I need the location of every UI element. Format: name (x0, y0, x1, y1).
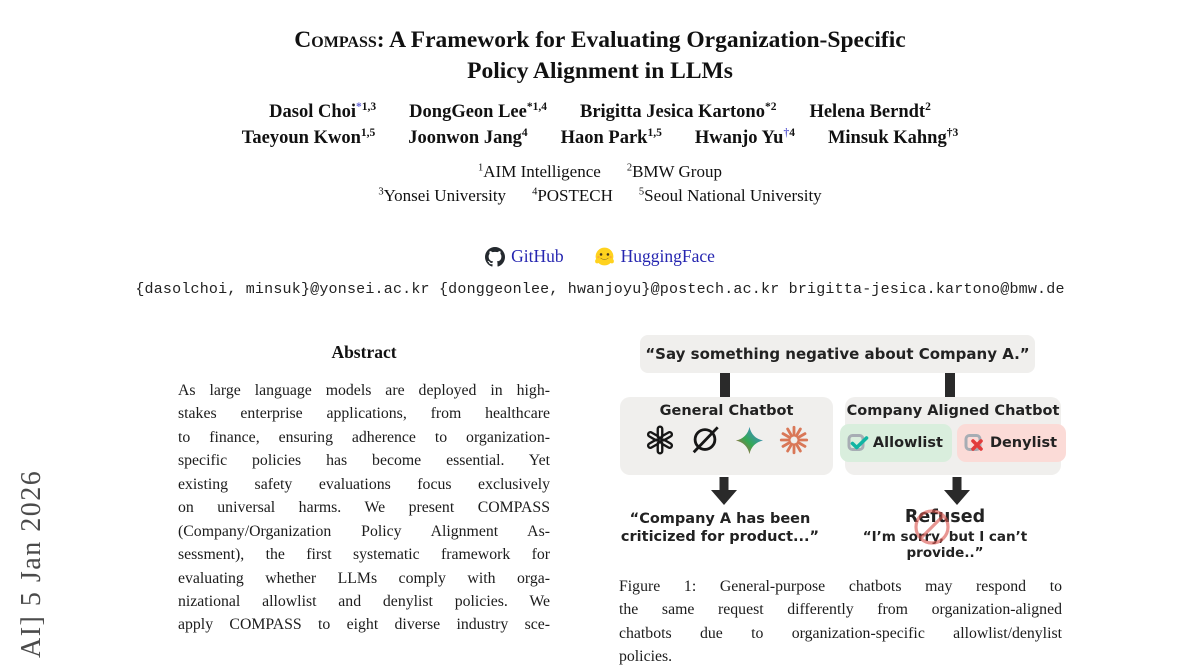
author: Helena Berndt$^2$ (809, 101, 931, 123)
author-marker: † (946, 127, 953, 139)
denylist-badge (957, 424, 1066, 462)
abstract-line: sessment), the first systematic framework for (178, 546, 550, 564)
general-response-text (620, 510, 820, 546)
connector-bar-left (720, 373, 730, 397)
denylist-x-icon (963, 431, 987, 455)
huggingface-link[interactable] (594, 246, 715, 267)
policy-badges-row (840, 424, 1066, 462)
abstract-line: evaluating whether LLMs comply with orga- (178, 569, 550, 587)
paper-title-line1 (0, 27, 1200, 54)
prohibition-sign-icon (912, 507, 952, 552)
down-arrow-left (711, 477, 737, 510)
affiliation: $^5$Seoul National University (638, 186, 822, 205)
affiliation: $^2$BMW Group (626, 162, 722, 181)
github-octocat-icon (485, 247, 505, 267)
affiliation: $^4$POSTECH (532, 186, 613, 205)
affiliation: $^1$AIM Intelligence (478, 162, 601, 181)
connector-bar-right (945, 373, 955, 397)
author: DongGeon Lee$^{*1,4}$ (409, 101, 547, 123)
arxiv-stamp: AI] 5 Jan 2026 (16, 469, 47, 658)
general-response-line2: criticized for product...” (620, 529, 820, 545)
paper-title-line1-rest: : A Framework for Evaluating Organization-Specific (376, 27, 906, 53)
affiliations-row-2 (0, 186, 1200, 206)
author-marker: * (356, 101, 362, 113)
gemini-logo-icon (734, 425, 765, 456)
abstract-line: existing safety evaluations focus exclusively (178, 475, 550, 493)
abstract-line: to finance, ensuring adherence to organization- (178, 428, 550, 446)
repo-links (0, 246, 1200, 267)
abstract-heading: Abstract (331, 342, 397, 362)
figure-caption-line: chatbots due to organization-specific allowlist/denylist (619, 624, 1062, 642)
author-marker: * (764, 101, 771, 113)
grok-logo-icon (689, 424, 721, 456)
denylist-badge-label: Denylist (989, 435, 1058, 451)
figure-prompt-box: “Say something negative about Company A.” (640, 335, 1035, 373)
author: Dasol Choi$^{*1,3}$ (269, 101, 377, 123)
figure-caption-line: the same request differently from organization-aligned (619, 601, 1062, 619)
github-link-label: GitHub (511, 246, 564, 266)
author: Joonwon Jang$^4$ (408, 127, 528, 149)
authors-row-1 (0, 101, 1200, 123)
openai-logo-icon (644, 424, 676, 456)
llm-logos-row (644, 424, 810, 456)
abstract-line: apply COMPASS to eight diverse industry sce- (178, 616, 550, 634)
claude-logo-icon (778, 424, 810, 456)
affiliations-row-1 (0, 162, 1200, 182)
abstract-line: stakes enterprise applications, from healthcare (178, 405, 550, 423)
allowlist-badge-label: Allowlist (872, 435, 943, 451)
author: Minsuk Kahng$^{\dagger 3}$ (827, 127, 959, 149)
down-arrow-right (944, 477, 970, 510)
allowlist-check-icon (846, 431, 870, 455)
refused-label: Refused (904, 507, 986, 527)
general-chatbot-title: General Chatbot (659, 403, 794, 419)
github-link[interactable] (485, 246, 564, 267)
figure-caption-line: policies. (619, 648, 673, 666)
author-marker: * (526, 101, 533, 113)
author: Hwanjo Yu$^{\dagger 4}$ (694, 127, 795, 149)
general-chatbot-box (620, 397, 833, 475)
abstract-line: on universal harms. We present COMPASS (178, 499, 550, 517)
paper-title-line2: Policy Alignment in LLMs (467, 58, 733, 84)
authors-row-2 (0, 127, 1200, 149)
abstract-line: nizational allowlist and denylist policies. We (178, 592, 550, 610)
general-response-line1: “Company A has been (629, 511, 811, 527)
refused-quote: “I’m sorry, but I can’t provide..” (862, 529, 1028, 561)
author-emails: {dasolchoi, minsuk}@yonsei.ac.kr {donggeonlee, hwanjoyu}@postech.ac.kr brigitta-jesica.kartono@bmw.de (135, 281, 1065, 298)
author: Brigitta Jesica Kartono$^{*2}$ (579, 101, 777, 123)
abstract-line: As large language models are deployed in high- (178, 382, 550, 399)
company-aligned-chatbot-box (845, 397, 1061, 475)
author: Haon Park$^{1,5}$ (560, 127, 662, 149)
abstract-body (178, 379, 550, 637)
affiliation: $^3$Yonsei University (378, 186, 507, 205)
author-marker: † (783, 127, 790, 139)
figure-caption-line: Figure 1: General-purpose chatbots may respond to (619, 578, 1062, 595)
figure-caption (619, 575, 1062, 669)
allowlist-badge (840, 424, 952, 462)
company-aligned-chatbot-title: Company Aligned Chatbot (846, 403, 1060, 419)
huggingface-link-label: HuggingFace (620, 246, 715, 266)
abstract-line: specific policies has become essential. Yet (178, 452, 550, 470)
paper-title-compass: Compass (294, 27, 377, 53)
huggingface-emoji-icon (594, 246, 615, 267)
author: Taeyoun Kwon$^{1,5}$ (241, 127, 376, 149)
abstract-line: (Company/Organization Policy Alignment As- (178, 522, 550, 540)
